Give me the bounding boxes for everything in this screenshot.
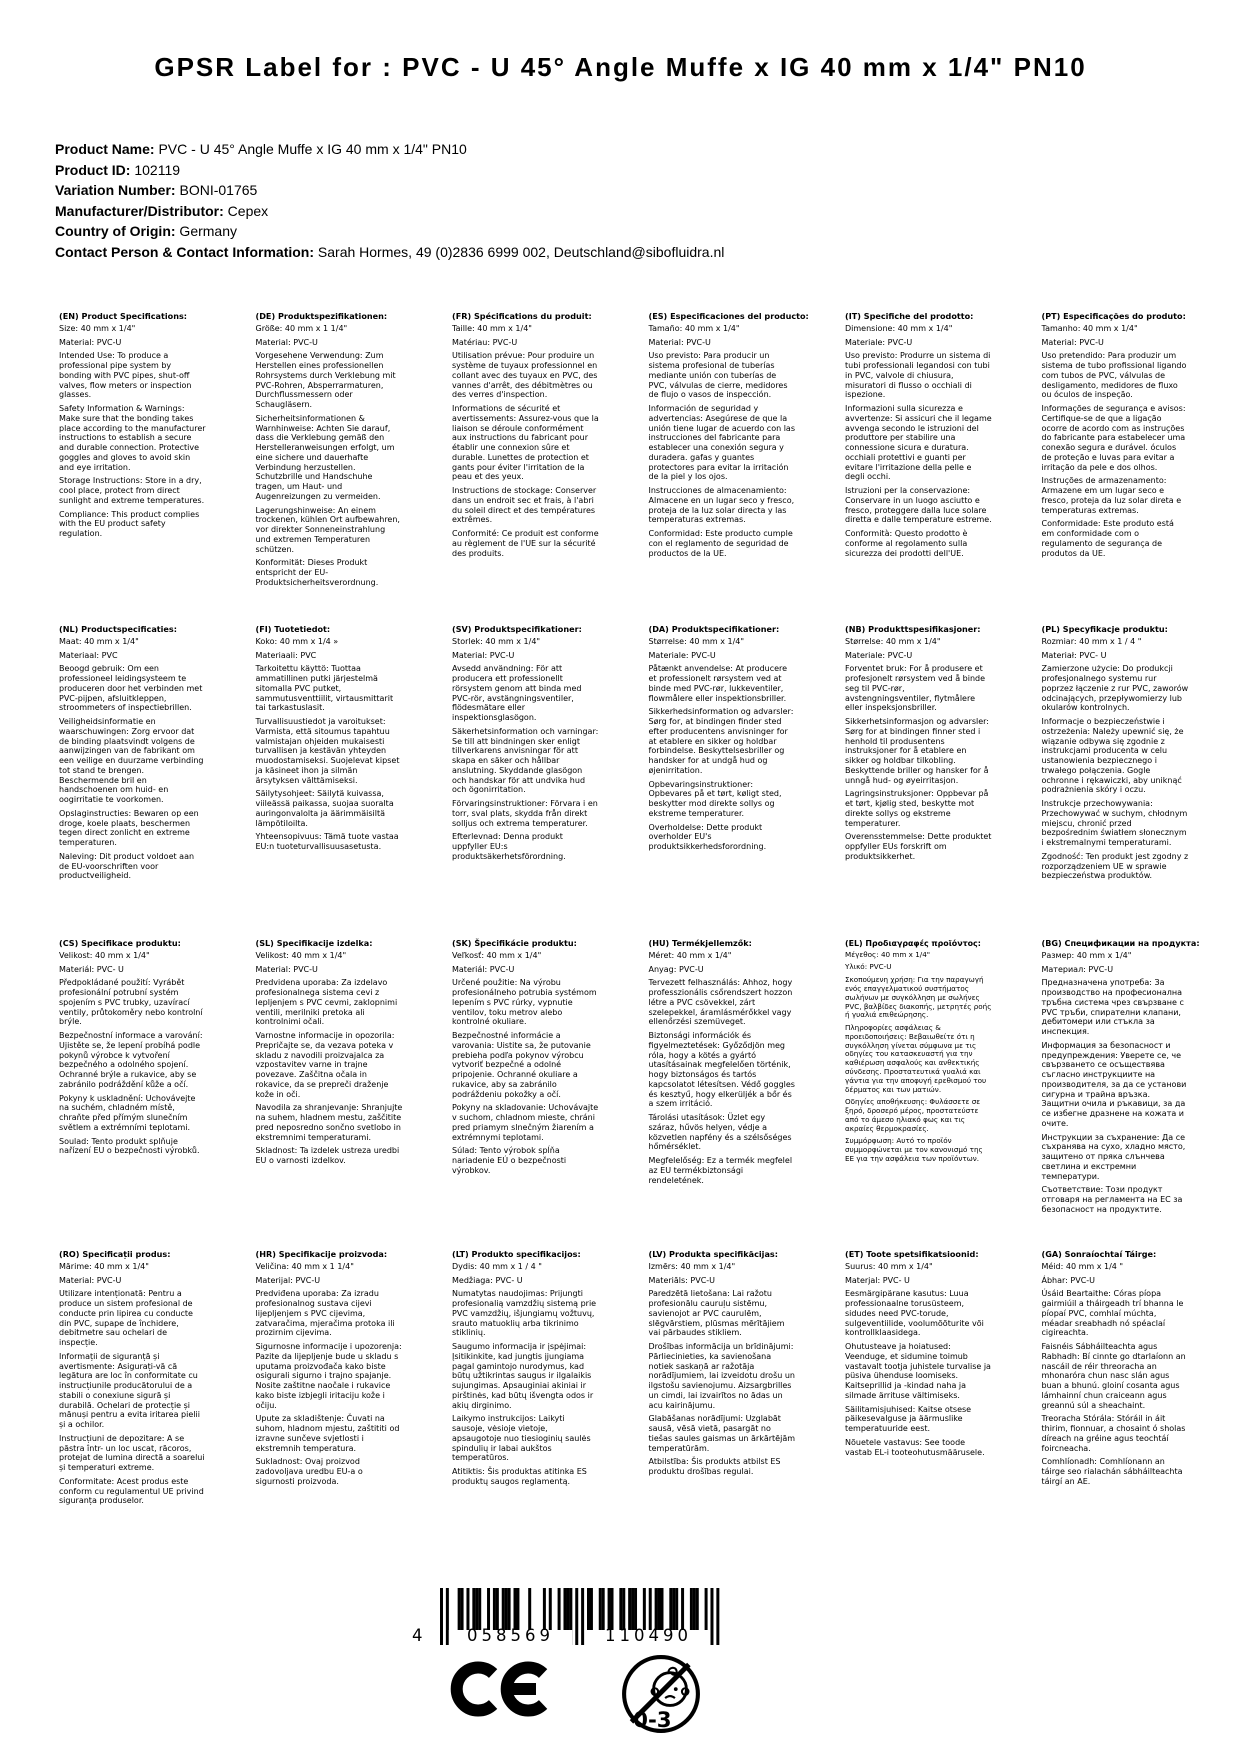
product-info-label: Variation Number:	[55, 182, 176, 198]
spec-paragraph: Maat: 40 mm x 1/4"	[59, 636, 139, 646]
product-info-value: Cepex	[223, 202, 269, 219]
spec-paragraph: Megfelelőség: Ez a termék megfelel az EU termékbiztonsági rendeletének.	[648, 1156, 793, 1185]
spec-paragraph: Οδηγίες αποθήκευσης: Φυλάσσετε σε ξηρό, δροσερό μέρος, προστατεύστε από το άμεσο ηλιακό φως και τις ακραίες θερμοκρασίες.	[845, 1097, 981, 1133]
spec-paragraph: Πληροφορίες ασφάλειας & προειδοποιήσεις: Βεβαιωθείτε ότι η συγκόλληση γίνεται σύμφωνα με τις οδηγίες του κατασκευαστή για την καθιέρωση ασφαλούς και ανθεκτικής σύνδεσης. Προστατευτικά γυαλιά και γάντια για την αποφυγή ερεθισμού του δέρματος και των ματιών.	[845, 1023, 987, 1094]
spec-paragraph: Pokyny na skladovanie: Uchovávajte v suchom, chladnom mieste, chráni pred priamym slnečným žiarením a extrémnymi teplotami.	[452, 1103, 599, 1142]
product-info-value: 102119	[130, 161, 181, 178]
spec-paragraph: Съответствие: Този продукт отговаря на регламента на ЕС за безопасност на продуктите.	[1041, 1185, 1183, 1214]
barcode-group1: 058569	[467, 1626, 554, 1645]
spec-paragraph: Dydis: 40 mm x 1 / 4 "	[452, 1261, 542, 1271]
spec-paragraph: Materijal: PVC-U	[255, 1275, 321, 1285]
spec-paragraph: Medžiaga: PVC- U	[452, 1275, 523, 1285]
spec-paragraph: Nõuetele vastavus: See toode vastab EL-i tooteohutusmäärusele.	[845, 1437, 985, 1457]
spec-paragraph: Zgodność: Ten produkt jest zgodny z rozporządzeniem UE w sprawie bezpieczeństwa produktów.	[1041, 851, 1189, 881]
spec-paragraph: Lagringsinstruksjoner: Oppbevar på et tørt, kjølig sted, beskytte mot direkte sollys og ekstreme temperaturer.	[845, 789, 989, 828]
spec-paragraph: Säilytysohjeet: Säilytä kuivassa, viileässä paikassa, suojaa suoralta auringonvalolta ja äärimmäisiltä lämpötiloilta.	[255, 789, 394, 828]
spec-paragraph: Informazioni sulla sicurezza e avvertenze: Si assicuri che il legame avvenga secondo le istruzioni del produttore per stabilire una connessione sicura e duratura. occhiali protettivi e guanti per evitare l'irritazione della pelle e degli occhi.	[845, 404, 992, 482]
spec-paragraph: Efterlevnad: Denna produkt uppfyller EU:s produktsäkerhetsförordning.	[452, 832, 566, 861]
spec-paragraph: Materiāls: PVC-U	[648, 1275, 716, 1285]
spec-paragraph: Konformität: Dieses Produkt entspricht der EU-Produktsicherheitsverordnung.	[255, 558, 379, 587]
spec-heading: (ET) Toote spetsifikatsioonid:	[845, 1249, 979, 1259]
spec-paragraph: Informații de siguranță și avertismente: Asigurați-vă că legătura are loc în conformitate cu instrucțiunile producătorului de a stabili o conexiune sigură și durabilă. Ochelari de protecție și mănuși pentru a evita iritarea pielii și a ochilor.	[59, 1351, 200, 1430]
product-info-label: Contact Person & Contact Information:	[55, 243, 315, 260]
spec-heading: (EL) Προδιαγραφές προϊόντος:	[845, 939, 981, 948]
spec-paragraph: Navodila za shranjevanje: Shranjujte na suhem, hladnem mestu, zaščitite pred neposredno sončno svetlobo in ekstremnimi temperaturami.	[255, 1103, 403, 1142]
spec-paragraph: Utilisation prévue: Pour produire un système de tuyaux professionnel en collant avec des tuyaux en PVC, des vannes d'arrêt, des débitmètres ou des verres d'inspection.	[452, 351, 598, 400]
spec-paragraph: Turvallisuustiedot ja varoitukset: Varmista, että sitoumus tapahtuu valmistajan ohjeiden mukaisesti turvallisen ja kestävän yhteyden muodostamiseksi. Suojelevat kipset ja käsineet ihon ja silmän ärsytyksen välttämiseksi.	[255, 717, 400, 785]
spec-paragraph: Предназначена употреба: За производство на професионална тръбна система чрез свързване с PVC тръби, спирателни клапани, дебитомери или стъкла за инспекция.	[1041, 978, 1184, 1037]
spec-paragraph: Conformidad: Este producto cumple con el reglamento de seguridad de productos de la UE.	[648, 529, 793, 558]
spec-paragraph: Utilizare intenționată: Pentru a produce un sistem profesional de conducte prin lipirea cu conducte din PVC, supape de închidere, debitmetre sau ochelari de inspecție.	[59, 1289, 193, 1348]
spec-paragraph: Velikost: 40 mm x 1/4"	[255, 950, 347, 960]
spec-block-en	[59, 312, 206, 625]
spec-paragraph: Biztonsági információk és figyelmeztetések: Győződjön meg róla, hogy a kötés a gyártó utasításainak megfelelően történik, hogy biztonságos és tartós kapcsolatot létesítsen. Védő goggles és kesztyű, hogy elkerüljék a bőr és a szem irritáció.	[648, 1031, 795, 1109]
spec-paragraph: Информация за безопасност и предупреждения: Уверете се, че свързването се осъществява съгласно инструкциите на производителя, за да се установи сигурна и трайна връзка. Защитни очила и ръкавици, за да се избегне дразнене на кожата и очите.	[1041, 1040, 1187, 1128]
spec-paragraph: Υλικό: PVC-U	[845, 962, 892, 972]
spec-paragraph: Материал: PVC-U	[1041, 964, 1114, 974]
product-info-value: Germany	[175, 223, 238, 239]
spec-heading: (SK) Špecifikácie produktu:	[452, 938, 577, 948]
spec-paragraph: Mărime: 40 mm x 1/4"	[59, 1261, 149, 1271]
spec-paragraph: Størrelse: 40 mm x 1/4"	[648, 636, 745, 646]
spec-block-lt	[452, 1250, 599, 1510]
spec-heading: (RO) Specificații produs:	[59, 1249, 171, 1259]
spec-paragraph: Conformitate: Acest produs este conform cu regulamentul UE privind siguranța produselor.	[59, 1476, 204, 1506]
spec-paragraph: Säilitamisjuhised: Kaitse otsese päikesevalguse ja äärmuslike temperatuuride eest.	[845, 1404, 972, 1434]
spec-paragraph: Laikymo instrukcijos: Laikyti sausoje, vėsioje vietoje, apsaugotoje nuo tiesioginių saulės spindulių ir labai aukštos temperatūros.	[452, 1414, 591, 1463]
spec-paragraph: Suurus: 40 mm x 1/4"	[845, 1261, 933, 1271]
spec-paragraph: Uso previsto: Produrre un sistema di tubi professionali legandosi con tubi in PVC, valvole di chiusura, misuratori di flusso o occhiali di ispezione.	[845, 351, 991, 400]
spec-paragraph: Säkerhetsinformation och varningar: Se till att bindningen sker enligt tillverkarens anvisningar för att skapa en säker och hållbar anslutning. Skyddande glasögon och handskar för att undvika hud och ögonirritation.	[452, 726, 599, 795]
product-info-row	[55, 242, 724, 263]
spec-block-el	[845, 939, 992, 1250]
spec-paragraph: Material: PVC-U	[255, 337, 318, 347]
spec-paragraph: Veiligheidsinformatie en waarschuwingen: Zorg ervoor dat de binding plaatsvindt volgens de aanwijzingen van de fabrikant om een veilige en duurzame verbinding tot stand te brengen. Beschermende bril en handschoenen om huid- en oogirritatie te voorkomen.	[59, 717, 204, 805]
spec-paragraph: Conformidade: Este produto está em conformidade com o regulamento de segurança de produtos da UE.	[1041, 519, 1174, 558]
ce-mark-icon	[450, 1660, 550, 1722]
spec-paragraph: Anyag: PVC-U	[648, 964, 704, 974]
spec-paragraph: Yhteensopivuus: Tämä tuote vastaa EU:n tuoteturvallisuusasetusta.	[255, 832, 399, 852]
spec-block-pt	[1042, 312, 1189, 625]
product-info-row	[55, 139, 724, 160]
spec-paragraph: Størrelse: 40 mm x 1/4"	[845, 636, 941, 646]
spec-paragraph: Předpokládané použití: Vyrábět profesionální potrubní systém spojením s PVC trubky, uzavírací ventily, průtokoměry nebo kontrolní brýle.	[59, 978, 203, 1027]
spec-heading: (HR) Specifikacije proizvoda:	[255, 1249, 388, 1259]
spec-paragraph: Opbevaringsinstruktioner: Opbevares på et tørt, køligt sted, beskytter mod direkte sollys og ekstreme temperaturer.	[648, 779, 782, 818]
spec-paragraph: Pokyny k uskladnění: Uchovávejte na suchém, chladném místě, chraňte před přímým slunečním světlem a extrémními teplotami.	[59, 1093, 196, 1132]
spec-paragraph: Izmērs: 40 mm x 1/4"	[648, 1261, 736, 1271]
spec-heading: (PL) Specyfikacje produktu:	[1041, 624, 1168, 634]
spec-heading: (FI) Tuotetiedot:	[255, 624, 331, 634]
ean-barcode	[412, 1588, 720, 1650]
spec-heading: (GA) Sonraíochtaí Táirge:	[1041, 1249, 1157, 1259]
spec-paragraph: Sikkerhedsinformation og advarsler: Sørg for, at bindingen finder sted efter producentens anvisninger for at etablere en sikker og holdbar forbindelse. Beskyttelsesbriller og handsker for at undgå hud og øjenirritation.	[648, 707, 794, 775]
spec-paragraph: Comhlíonadh: Comhlíonann an táirge seo rialachán sábháilteachta táirgí an AE.	[1041, 1457, 1183, 1486]
spec-paragraph: Инструкции за съхранение: Да се съхранява на сухо, хладно място, защитено от пряка слънчева светлина и екстремни температури.	[1041, 1132, 1186, 1181]
product-info-row	[55, 201, 724, 222]
spec-paragraph: Rozmiar: 40 mm x 1 / 4 "	[1041, 636, 1142, 646]
spec-paragraph: Información de seguridad y advertencias: Asegúrese de que la unión tiene lugar de acuerdo con las instrucciones del fabricante para establecer una conexión segura y duradera. gafas y guantes protectores para evitar la irritación de la piel y los ojos.	[648, 404, 795, 482]
spec-block-hr	[256, 1250, 403, 1510]
spec-paragraph: Faisnéis Sábháilteachta agus Rabhadh: Bí cinnte go dtarlaíonn an nascáil de réir threoracha an mhonaróra chun nasc slán agus buan a bhunú. gloiní cosanta agus lámhainní chun craiceann agus greannú súl a sheachaint.	[1041, 1342, 1186, 1410]
spec-paragraph: Tamanho: 40 mm x 1/4"	[1041, 323, 1138, 333]
spec-paragraph: Informacje o bezpieczeństwie i ostrzeżenia: Należy upewnić się, że wiązanie odbywa się zgodnie z instrukcjami producenta w celu ustanowienia bezpiecznego i trwałego połączenia. Gogle ochronne i rękawiczki, aby uniknąć podrażnienia skóry i oczu.	[1041, 717, 1184, 795]
spec-block-et	[845, 1250, 992, 1510]
spec-paragraph: Numatytas naudojimas: Prijungti profesionalią vamzdžių sistemą prie PVC vamzdžių, išjungiamų vožtuvų, srauto matuoklių arba tikrinimo stiklinių.	[452, 1289, 597, 1338]
spec-paragraph: Material: PVC-U	[59, 337, 122, 347]
spec-paragraph: Overensstemmelse: Dette produktet oppfyller EUs forskrift om produktsikkerhet.	[845, 832, 992, 861]
spec-block-fi	[256, 625, 403, 939]
spec-paragraph: Glabāšanas norādījumi: Uzglabāt sausā, vēsā vietā, pasargāt no tiešas saules gaismas un ārkārtējām temperatūrām.	[648, 1414, 796, 1453]
product-info-value: Sarah Hormes, 49 (0)2836 6999 002, Deutschland@sibofluidra.nl	[314, 243, 725, 260]
spec-paragraph: Material: PVC-U	[452, 650, 515, 660]
spec-paragraph: Materiale: PVC-U	[648, 650, 716, 660]
spec-block-hu	[649, 939, 796, 1250]
spec-paragraph: Compliance: This product complies with the EU product safety regulation.	[59, 509, 200, 539]
spec-heading: (ES) Especificaciones del producto:	[648, 311, 809, 321]
spec-block-pl	[1042, 625, 1189, 939]
spec-paragraph: Soulad: Tento produkt splňuje nařízení EU o bezpečnosti výrobků.	[59, 1136, 200, 1156]
spec-heading: (PT) Especificações do produto:	[1041, 311, 1186, 321]
spec-block-es	[648, 311, 809, 625]
spec-heading: (IT) Specifiche del prodotto:	[845, 311, 974, 321]
spec-paragraph: Uso previsto: Para producir un sistema profesional de tuberías mediante unión con tuberías de PVC, válvulas de cierre, medidores de flujo o vasos de inspección.	[648, 351, 788, 400]
spec-paragraph: Ohutusteave ja hoiatused: Veenduge, et sidumine toimub vastavalt tootja juhistele turvalise ja püsiva ühenduse loomiseks. Kaitseprillid ja -kindad naha ja silmade ärrituse vältimiseks.	[845, 1342, 991, 1400]
spec-heading: (LV) Produkta specifikācijas:	[648, 1249, 778, 1259]
specs-grid	[59, 311, 1200, 1510]
spec-paragraph: Upute za skladištenje: Čuvati na suhom, hladnom mjestu, zaštititi od izravne sunčeve svjetlosti i ekstremnih temperatura.	[255, 1414, 400, 1453]
spec-paragraph: Safety Information & Warnings: Make sure that the bonding takes place according to the manufacturer instructions to establish a secure and durable connection. Protective goggles and gloves to avoid skin and eye irritation.	[59, 404, 206, 472]
spec-paragraph: Größe: 40 mm x 1 1/4"	[255, 323, 348, 333]
spec-heading: (SL) Specifikacije izdelka:	[255, 938, 373, 948]
spec-heading: (SV) Produktspecifikationer:	[452, 624, 582, 634]
spec-paragraph: Materiaal: PVC	[59, 650, 118, 660]
spec-paragraph: Instrucciones de almacenamiento: Almacene en un lugar seco y fresco, proteja de la luz solar directa y las temperaturas extremas.	[648, 486, 795, 525]
spec-paragraph: Skladnost: Ta izdelek ustreza uredbi EU o varnosti izdelkov.	[255, 1146, 400, 1166]
spec-paragraph: Dimensione: 40 mm x 1/4"	[845, 323, 953, 333]
product-info-row	[55, 160, 724, 181]
age-warning-text: 0-3	[633, 1707, 672, 1733]
spec-paragraph: Materiale: PVC-U	[845, 337, 913, 347]
spec-paragraph: Varnostne informacije in opozorila: Prepričajte se, da vezava poteka v skladu z navodili proizvajalca za vzpostavitev varne in trajne povezave. Zaščitna očala in rokavice, da se prepreči draženje kože in oči.	[255, 1031, 395, 1099]
spec-paragraph: Materiál: PVC-U	[452, 964, 515, 974]
product-info-label: Product ID:	[55, 161, 131, 178]
spec-paragraph: Materiał: PVC- U	[1041, 650, 1107, 660]
spec-heading: (LT) Produkto specifikacijos:	[452, 1249, 581, 1259]
spec-heading: (DA) Produktspecifikationer:	[648, 624, 780, 634]
spec-paragraph: Súlad: Tento výrobok spĺňa nariadenie EÚ o bezpečnosti výrobkov.	[452, 1146, 567, 1175]
spec-paragraph: Size: 40 mm x 1/4"	[59, 323, 136, 333]
spec-heading: (DE) Produktspezifikationen:	[255, 311, 388, 321]
spec-paragraph: Koko: 40 mm x 1/4 »	[255, 636, 339, 646]
spec-paragraph: Sicherheitsinformationen & Warnhinweise: Achten Sie darauf, dass die Verklebung gemäß den Herstelleranweisungen erfolgt, um eine sichere und dauerhafte Verbindung herzustellen. Schutzbrille und Handschuhe tragen, um Haut- und Augenreizungen zu vermeiden.	[255, 413, 395, 501]
spec-paragraph: Intended Use: To produce a professional pipe system by bonding with PVC pipes, shut-off valves, flow meters or inspection glasses.	[59, 351, 192, 400]
spec-paragraph: Predviđena uporaba: Za izradu profesionalnog sustava cijevi lijepljenjem s PVC cijevima, zatvaračima, mjeračima protoka ili prozirnim cijevima.	[255, 1289, 395, 1338]
spec-paragraph: Instruções de armazenamento: Armazene em um lugar seco e fresco, proteja da luz solar direta e temperaturas extremas.	[1041, 476, 1182, 515]
spec-paragraph: Matériau: PVC-U	[452, 337, 518, 347]
spec-block-cs	[59, 939, 206, 1250]
spec-heading: (CS) Specifikace produktu:	[59, 938, 181, 948]
spec-paragraph: Paredzētā lietošana: Lai ražotu profesionālu cauruļu sistēmu, savienojot ar PVC caurulēm, slēgvārstiem, plūsmas mērītājiem vai pārbaudes stikliem.	[648, 1289, 785, 1338]
spec-paragraph: Μέγεθος: 40 mm x 1/4"	[845, 949, 931, 959]
spec-block-ro	[59, 1250, 206, 1510]
spec-paragraph: Instructions de stockage: Conserver dans un endroit sec et frais, à l'abri du soleil direct et des températures extrêmes.	[452, 486, 597, 525]
spec-paragraph: Material: PVC-U	[59, 1275, 122, 1285]
spec-paragraph: Materiaali: PVC	[255, 650, 317, 660]
spec-paragraph: Saugumo informacija ir įspėjimai: Įsitikinkite, kad jungtis įjungiama pagal gamintojo nurodymus, kad būtų užtikrintas saugus ir ilgalaikis sujungimas. Apsauginiai akiniai ir pirštinės, kad būtų išvengta odos ir akių dirginimo.	[452, 1342, 594, 1410]
spec-block-nl	[59, 625, 206, 939]
spec-paragraph: Material: PVC-U	[255, 964, 318, 974]
spec-paragraph: Veľkosť: 40 mm x 1/4"	[452, 950, 542, 960]
spec-paragraph: Σκοπούμενη χρήση: Για την παραγωγή ενός επαγγελματικού συστήματος σωλήνων με συγκόλληση με σωλήνες PVC, βαλβίδες διακοπής, μετρητές ροής ή γυαλιά επιθεώρησης.	[845, 975, 992, 1020]
spec-paragraph: Tárolási utasítások: Üzlet egy száraz, hűvös helyen, védje a közvetlen napfény és a szélsőséges hőmérséklet.	[648, 1113, 792, 1152]
spec-heading: (NB) Produkttspesifikasjoner:	[845, 624, 981, 634]
spec-block-sv	[452, 625, 599, 939]
spec-paragraph: Opslaginstructies: Bewaren op een droge, koele plaats, beschermen tegen direct zonlicht en extreme temperaturen.	[59, 808, 199, 848]
spec-paragraph: Avsedd användning: För att producera ett professionellt rörsystem genom att binda med PVC-rör, avstängningsventiler, flödesmätare eller inspektionsglasögon.	[452, 664, 582, 723]
spec-block-fr	[452, 312, 599, 625]
product-info-row	[55, 221, 724, 242]
spec-paragraph: Drošības informācija un brīdinājumi: Pārliecinieties, ka savienošana notiek saskaņā ar ražotāja norādījumiem, lai izveidotu drošu un ilgstošu savienojumu. Aizsargbrilles un cimdi, lai izvairītos no ādas un acu kairinājumu.	[648, 1342, 795, 1410]
spec-paragraph: Bezpečnostné informácie a varovania: Uistite sa, že putovanie prebieha podľa pokynov výrobcu vytvoriť bezpečné a odolné pripojenie. Ochranné okuliare a rukavice, aby sa zabránilo podráždeniu pokožky a očí.	[452, 1031, 591, 1099]
spec-paragraph: Informations de sécurité et avertissements: Assurez-vous que la liaison se déroule conformément aux instructions du fabricant pour établir une connexion sûre et durable. Lunettes de protection et gants pour éviter l'irritation de la peau et des yeux.	[452, 404, 599, 482]
spec-paragraph: Atitiktis: Šis produktas atitinka ES produktų saugos reglamentą.	[452, 1467, 587, 1486]
product-info-row	[55, 180, 724, 201]
spec-paragraph: Naleving: Dit product voldoet aan de EU-voorschriften voor productveiligheid.	[59, 851, 195, 881]
spec-paragraph: Uso pretendido: Para produzir um sistema de tubo profissional ligando com tubos de PVC, válvulas de desligamento, medidores de fluxo ou óculos de inspeção.	[1041, 351, 1187, 400]
spec-paragraph: Materiál: PVC- U	[59, 964, 124, 974]
spec-paragraph: Velikost: 40 mm x 1/4"	[59, 950, 150, 960]
barcode-group2: 110490	[605, 1626, 692, 1645]
spec-paragraph: Forventet bruk: For å produsere et profesjonelt rørsystem ved å binde seg til PVC-rør, avstengningsventiler, flytmålere eller inspeksjonsbriller.	[845, 664, 986, 713]
spec-paragraph: Storage Instructions: Store in a dry, cool place, protect from direct sunlight and extreme temperatures.	[59, 476, 205, 505]
spec-paragraph: Overholdelse: Dette produkt overholder EU's produktsikkerhedsforordning.	[648, 822, 767, 852]
spec-paragraph: Eesmärgipärane kasutus: Luua professionaalne torusüsteem, sidudes need PVC-torude, sulgeventiilide, voolumõõturite või kontrollklaasidega.	[845, 1289, 984, 1338]
spec-paragraph: Zamierzone użycie: Do produkcji profesjonalnego systemu rur poprzez łączenie z rur PVC, zaworów odcinających, przepływomierzy lub okularów kontrolnych.	[1041, 664, 1189, 713]
product-info-label: Manufacturer/Distributor:	[55, 202, 224, 219]
spec-block-bg	[1041, 938, 1200, 1250]
spec-paragraph: Påtænkt anvendelse: At producere et professionelt rørsystem ved at binde med PVC-rør, lukkeventiler, flowmålere eller inspektionsbriller.	[648, 664, 788, 703]
spec-paragraph: Размер: 40 mm x 1/4"	[1041, 950, 1132, 960]
spec-block-ga	[1042, 1250, 1189, 1510]
spec-block-lv	[649, 1250, 796, 1510]
spec-paragraph: Tarkoitettu käyttö: Tuottaa ammatillinen putki järjestelmä sitomalla PVC putket, sammutusventtiilit, virtausmittarit tai tarkastuslasit.	[255, 664, 394, 713]
spec-heading: (HU) Termékjellemzők:	[648, 938, 752, 948]
spec-paragraph: Beoogd gebruik: Om een professioneel leidingsysteem te produceren door het verbinden met PVC-pijpen, afsluitkleppen, stroommeters of inspectiebrillen.	[59, 664, 203, 713]
spec-paragraph: Material: PVC-U	[1041, 337, 1104, 347]
spec-paragraph: Bezpečnostní informace a varování: Ujistěte se, že lepení probíhá podle pokynů výrobce k vytvoření bezpečného a odolného spojení. Ochranné brýle a rukavice, aby se zabránilo podráždění kůže a očí.	[59, 1031, 203, 1089]
spec-paragraph: Conformità: Questo prodotto è conforme al regolamento sulla sicurezza dei prodotti dell'UE.	[845, 529, 968, 558]
spec-paragraph: Lagerungshinweise: An einem trockenen, kühlen Ort aufbewahren, vor direkter Sonneneinstrahlung und extremen Temperaturen schützen.	[255, 505, 400, 554]
spec-paragraph: Méid: 40 mm x 1/4 "	[1041, 1261, 1124, 1271]
spec-paragraph: Tervezett felhasználás: Ahhoz, hogy professzionális csőrendszert hozzon létre a PVC csövekkel, zárt szelepekkel, áramlásmérőkkel vagy ellenőrzési szemüveget.	[648, 978, 793, 1027]
spec-paragraph: Materjal: PVC- U	[845, 1275, 910, 1285]
spec-paragraph: Určené použitie: Na výrobu profesionálneho potrubia systémom lepením s PVC rúrky, vypnutie ventilov, toku metrov alebo kontrolné okuliare.	[452, 978, 597, 1027]
spec-paragraph: Sukladnost: Ovaj proizvod zadovoljava uredbu EU-a o sigurnosti proizvoda.	[255, 1457, 363, 1486]
spec-heading: (BG) Спецификации на продукта:	[1041, 938, 1200, 948]
spec-paragraph: Treoracha Stórála: Stóráil in áit thirim, fionnuar, a chosaint ó sholas díreach na gréine agus teochtáí foircneacha.	[1041, 1414, 1186, 1453]
spec-paragraph: Συμμόρφωση: Αυτό το προϊόν συμμορφώνεται με τον κανονισμό της ΕΕ για την ασφάλεια των προϊόντων.	[845, 1136, 983, 1164]
spec-paragraph: Úsáid Beartaithe: Córas píopa gairmiúil a tháirgeadh trí bhanna le píopaí PVC, comhlaí múchta, méadar sreabhadh nó spéaclaí cigireachta.	[1041, 1289, 1184, 1338]
product-info-value: BONI-01765	[175, 182, 258, 198]
spec-paragraph: Instrukcje przechowywania: Przechowywać w suchym, chłodnym miejscu, chronić przed bezpośrednim światłem słonecznym i ekstremalnymi temperaturami.	[1041, 799, 1188, 848]
spec-paragraph: Materiale: PVC-U	[845, 650, 913, 660]
product-info	[55, 139, 724, 262]
spec-block-da	[649, 625, 796, 939]
spec-block-de	[256, 312, 403, 625]
spec-paragraph: Predvidena uporaba: Za izdelavo profesionalnega sistema cevi z lepljenjem s PVC cevmi, zaklopnimi ventili, merilniki pretoka ali kontrolnimi očali.	[255, 978, 398, 1027]
spec-paragraph: Tamaño: 40 mm x 1/4"	[648, 323, 740, 333]
spec-heading: (EN) Product Specifications:	[59, 311, 188, 321]
spec-paragraph: Sigurnosne informacije i upozorenja: Pazite da lijepljenje bude u skladu s uputama proizvođača kako biste osigurali sigurno i trajno spajanje. Nosite zaštitne naočale i rukavice kako biste izbjegli iritaciju kože i očiju.	[255, 1342, 402, 1410]
spec-paragraph: Förvaringsinstruktioner: Förvara i en torr, sval plats, skydda från direkt solljus och extrema temperaturer.	[452, 799, 598, 828]
spec-heading: (NL) Productspecificaties:	[59, 624, 177, 634]
spec-paragraph: Material: PVC-U	[648, 337, 711, 347]
product-info-label: Product Name:	[55, 141, 155, 157]
spec-paragraph: Istruzioni per la conservazione: Conservare in un luogo asciutto e fresco, proteggere dalla luce solare diretta e dalle temperature estreme.	[845, 486, 992, 525]
spec-paragraph: Conformité: Ce produit est conforme au règlement de l'UE sur la sécurité des produits.	[452, 529, 599, 558]
spec-block-sl	[256, 939, 403, 1250]
spec-paragraph: Vorgesehene Verwendung: Zum Herstellen eines professionellen Rohrsystems durch Verklebung mit PVC-Rohren, Absperrarmaturen, Durchflussmessern oder Schaugläsern.	[255, 351, 396, 410]
product-info-value: PVC - U 45° Angle Muffe x IG 40 mm x 1/4" PN10	[154, 141, 467, 157]
spec-heading: (FR) Spécifications du produit:	[452, 311, 592, 321]
spec-paragraph: Storlek: 40 mm x 1/4"	[452, 636, 541, 646]
spec-paragraph: Veličina: 40 mm x 1 1/4"	[255, 1261, 354, 1271]
page-title: GPSR Label for : PVC - U 45° Angle Muffe x IG 40 mm x 1/4" PN10	[154, 52, 1087, 82]
spec-paragraph: Ábhar: PVC-U	[1041, 1275, 1096, 1285]
spec-block-nb	[845, 625, 992, 939]
spec-paragraph: Atbilstība: Šis produkts atbilst ES produktu drošības regulai.	[648, 1457, 781, 1477]
spec-paragraph: Informações de segurança e avisos: Certifique-se de que a ligação ocorre de acordo com as instruções do fabricante para estabelecer uma conexão segura e durável. óculos de proteção e luvas para evitar a irritação da pele e dos olhos.	[1041, 404, 1186, 472]
spec-paragraph: Méret: 40 mm x 1/4"	[648, 950, 732, 960]
product-info-label: Country of Origin:	[55, 223, 176, 239]
spec-paragraph: Taille: 40 mm x 1/4"	[452, 323, 532, 333]
spec-block-sk	[452, 939, 599, 1250]
spec-paragraph: Instrucțiuni de depozitare: A se păstra într- un loc uscat, răcoros, protejat de lumina directă a soarelui și temperaturi extreme.	[59, 1433, 205, 1473]
age-warning-icon	[620, 1652, 702, 1740]
barcode-first-digit: 4	[412, 1626, 423, 1645]
spec-block-it	[845, 312, 992, 625]
spec-paragraph: Sikkerhetsinformasjon og advarsler: Sørg for at bindingen finner sted i henhold til produsentens instruksjoner for å etablere en sikker og holdbar tilkobling. Beskyttende briller og hansker for å unngå hud- og øyeirritasjon.	[845, 717, 989, 785]
